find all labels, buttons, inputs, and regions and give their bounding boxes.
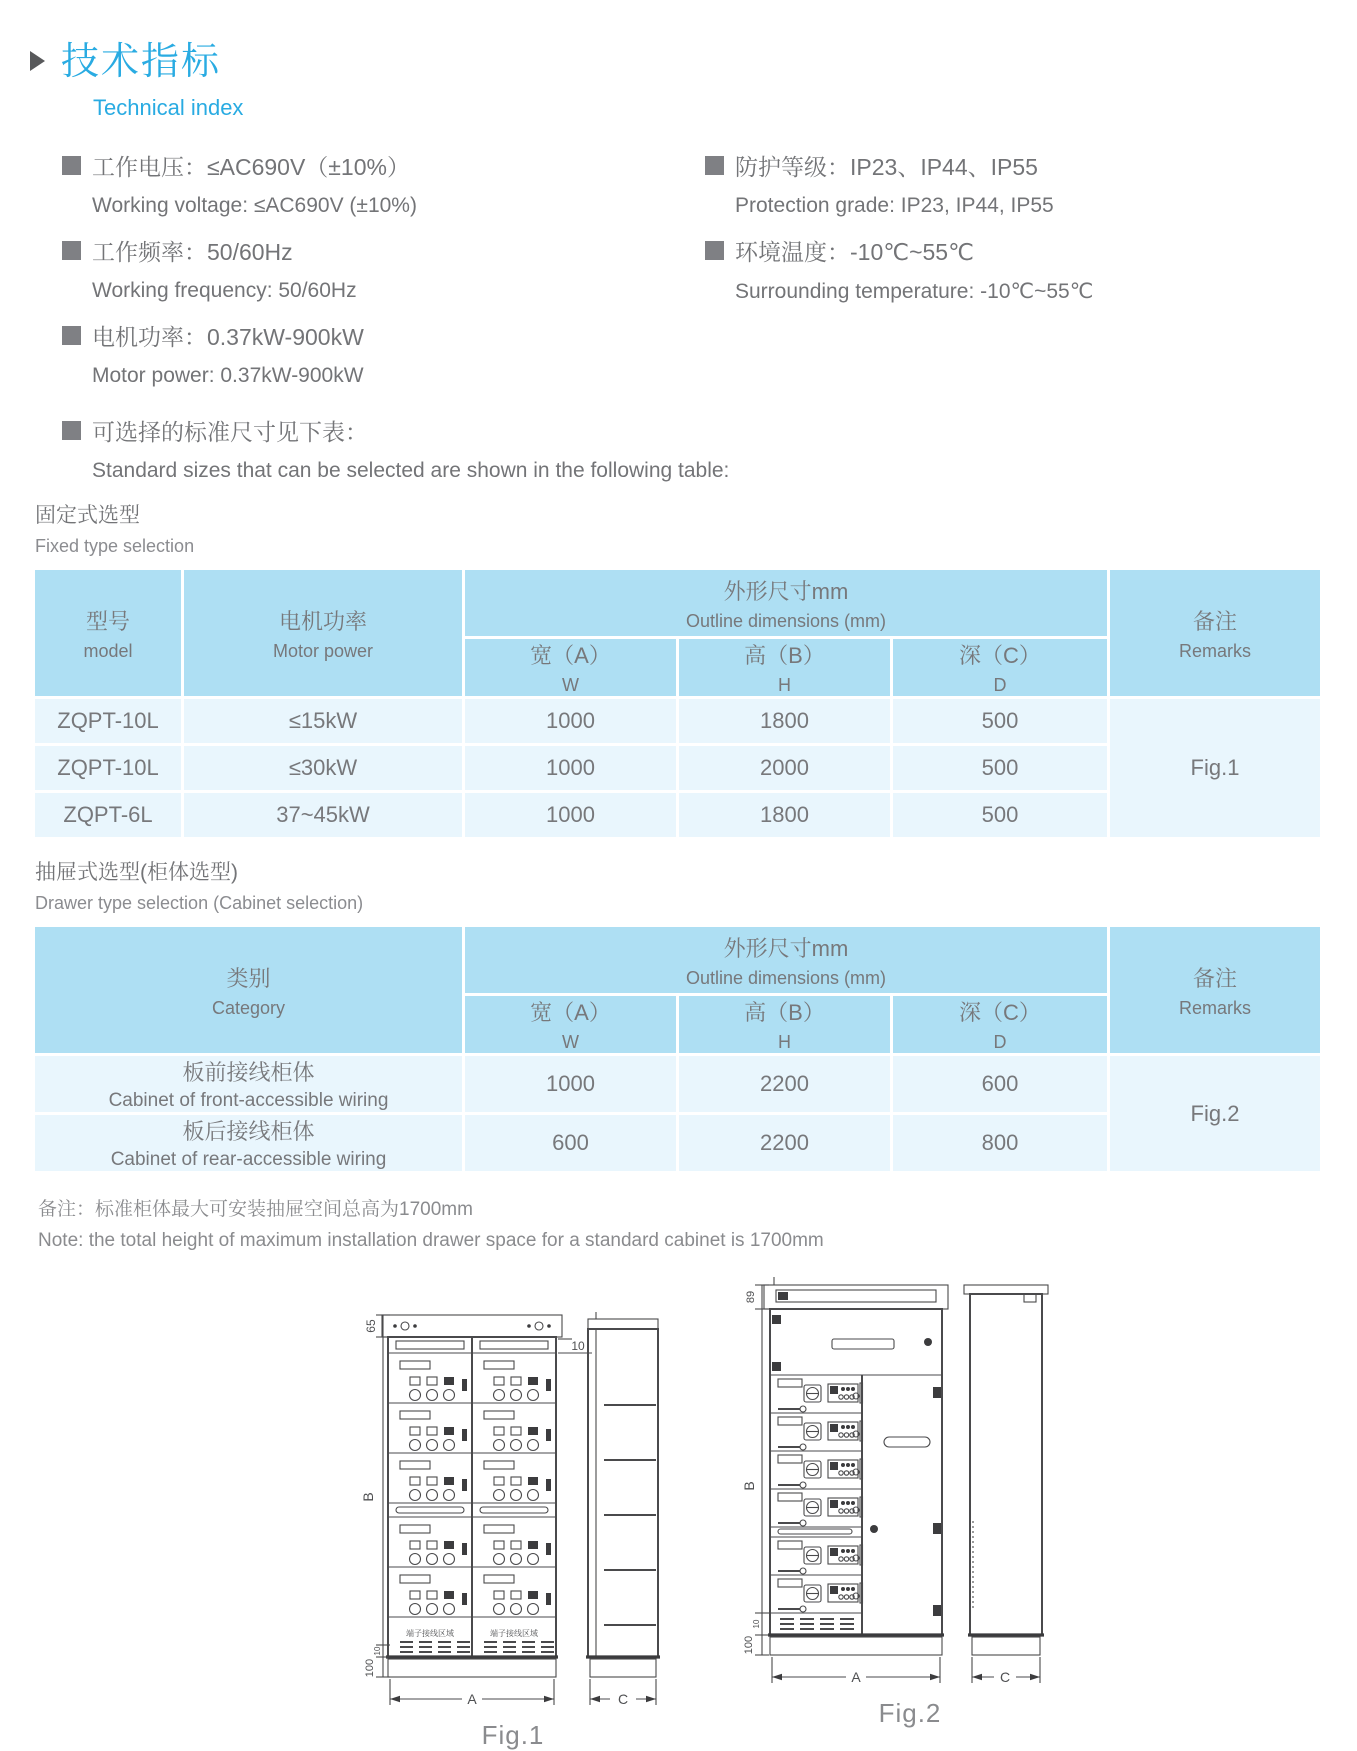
- spec-item-motor-power: [62, 319, 705, 388]
- square-bullet-icon: [62, 241, 81, 260]
- height-cell: 1800: [679, 699, 890, 743]
- header-model: 型号 model: [35, 570, 181, 696]
- header-remarks: 备注 Remarks: [1110, 927, 1320, 1053]
- spec-item-working-voltage: [62, 149, 705, 218]
- spec-zh-text: 工作频率：50/60Hz: [92, 239, 293, 265]
- model-cell: ZQPT-6L: [35, 793, 181, 837]
- model-cell: ZQPT-10L: [35, 699, 181, 743]
- page-title-zh: 技术指标: [61, 41, 222, 83]
- figures: [0, 1261, 1357, 1750]
- spec-en-text: Protection grade: IP23, IP44, IP55: [735, 194, 1054, 217]
- remarks-cell: Fig.1: [1110, 699, 1320, 837]
- fig2-dim-depth-label: C: [999, 1669, 1011, 1685]
- section-en: Drawer type selection (Cabinet selection): [35, 893, 364, 913]
- header-category: 类别 Category: [35, 927, 462, 1053]
- fig1-dim-base-label: 100: [364, 1658, 376, 1678]
- title-row: [30, 30, 1357, 85]
- spec-en-text: Motor power: 0.37kW-900kW: [92, 364, 364, 387]
- spec-item-standard-sizes: [62, 414, 1357, 483]
- power-cell: ≤30kW: [184, 746, 462, 790]
- section-en: Fixed type selection: [35, 536, 195, 556]
- header-width: 宽（A） W: [465, 996, 676, 1053]
- spec-list: [62, 149, 1357, 404]
- fig1-terminal-label: 端子接线区域: [406, 1629, 454, 1638]
- footnotes: [38, 1194, 1357, 1252]
- fig2-drawing: [712, 1271, 1062, 1691]
- depth-cell: 800: [893, 1115, 1107, 1171]
- spec-item-protection-grade: [705, 149, 1357, 218]
- fixed-type-table: [32, 567, 1323, 840]
- depth-cell: 600: [893, 1056, 1107, 1112]
- header: [0, 0, 1357, 121]
- spec-en-text: Working frequency: 50/60Hz: [92, 279, 357, 302]
- height-cell: 2000: [679, 746, 890, 790]
- header-remarks: 备注 Remarks: [1110, 570, 1320, 696]
- spec-zh-text: 电机功率：0.37kW-900kW: [92, 324, 364, 350]
- remarks-cell: Fig.2: [1110, 1056, 1320, 1171]
- header-height: 高（B） H: [679, 639, 890, 696]
- fig1-dim-depth-label: C: [617, 1691, 629, 1707]
- fig1-drawing: [338, 1305, 688, 1713]
- spec-column-right: [705, 149, 1357, 404]
- fig2-dim-gap-label: 10: [752, 1619, 761, 1629]
- section-label-fixed-type: [35, 499, 1357, 557]
- page-title-en: Technical index: [93, 95, 244, 120]
- spec-zh-text: 可选择的标准尺寸见下表：: [92, 419, 368, 445]
- model-cell: ZQPT-10L: [35, 746, 181, 790]
- note-zh: 备注：标准柜体最大可安装抽屉空间总高为1700mm: [38, 1199, 473, 1220]
- table-header-row: [35, 570, 1320, 636]
- table-row: [35, 1056, 1320, 1112]
- fig1-dim-gap-label: 10: [373, 1646, 382, 1656]
- fig2-dim-width-label: A: [851, 1669, 861, 1685]
- width-cell: 1000: [465, 793, 676, 837]
- section-zh: 固定式选型: [35, 504, 140, 527]
- header-outline-dimensions: 外形尺寸mm Outline dimensions (mm): [465, 570, 1107, 636]
- depth-cell: 500: [893, 699, 1107, 743]
- table-row: [35, 699, 1320, 743]
- header-depth: 深（C） D: [893, 996, 1107, 1053]
- spec-zh-text: 防护等级：IP23、IP44、IP55: [735, 154, 1038, 180]
- fig1-terminal-label: 端子接线区域: [490, 1629, 538, 1638]
- category-cell: 板前接线柜体 Cabinet of front-accessible wiring: [35, 1056, 462, 1112]
- spec-item-working-frequency: [62, 234, 705, 303]
- width-cell: 1000: [465, 746, 676, 790]
- power-cell: 37~45kW: [184, 793, 462, 837]
- height-cell: 2200: [679, 1115, 890, 1171]
- width-cell: 1000: [465, 699, 676, 743]
- header-depth: 深（C） D: [893, 639, 1107, 696]
- fig1-caption: Fig.1: [481, 1720, 545, 1750]
- fig1-dim-width-label: A: [467, 1691, 477, 1707]
- width-cell: 600: [465, 1115, 676, 1171]
- spec-en-text: Standard sizes that can be selected are shown in the following table:: [92, 459, 730, 482]
- fig2-caption: Fig.2: [878, 1698, 942, 1728]
- width-cell: 1000: [465, 1056, 676, 1112]
- height-cell: 2200: [679, 1056, 890, 1112]
- spec-zh-text: 环境温度：-10℃~55℃: [735, 239, 974, 265]
- section-label-drawer-type: [35, 856, 1357, 914]
- note-en: Note: the total height of maximum installation drawer space for a standard cabinet is 1700mm: [38, 1230, 824, 1251]
- square-bullet-icon: [705, 156, 724, 175]
- fig2-dim-height-label: B: [741, 1481, 757, 1491]
- spec-column-left: [62, 149, 705, 404]
- figure-1: [338, 1305, 688, 1751]
- fig1-dim-cap-label: 65: [364, 1319, 378, 1333]
- fig1-dim-height-label: B: [360, 1492, 376, 1502]
- square-bullet-icon: [62, 421, 81, 440]
- depth-cell: 500: [893, 746, 1107, 790]
- header-width: 宽（A） W: [465, 639, 676, 696]
- table-header-row: [35, 927, 1320, 993]
- fig2-dim-base-label: 100: [743, 1635, 755, 1655]
- header-height: 高（B） H: [679, 996, 890, 1053]
- height-cell: 1800: [679, 793, 890, 837]
- header-outline-dimensions: 外形尺寸mm Outline dimensions (mm): [465, 927, 1107, 993]
- spec-item-surrounding-temperature: [705, 234, 1357, 304]
- square-bullet-icon: [705, 241, 724, 260]
- power-cell: ≤15kW: [184, 699, 462, 743]
- figure-2: [712, 1271, 1062, 1729]
- fig2-dim-cap-label: 89: [745, 1290, 757, 1304]
- header-motor-power: 电机功率 Motor power: [184, 570, 462, 696]
- section-zh: 抽屉式选型(柜体选型): [35, 861, 238, 884]
- square-bullet-icon: [62, 326, 81, 345]
- depth-cell: 500: [893, 793, 1107, 837]
- spec-en-text: Surrounding temperature: -10℃~55℃: [735, 280, 1094, 303]
- drawer-type-table: [32, 924, 1323, 1174]
- spec-zh-text: 工作电压：≤AC690V（±10%）: [92, 154, 410, 180]
- fig1-dim-ten-label: 10: [571, 1339, 585, 1353]
- spec-en-text: Working voltage: ≤AC690V (±10%): [92, 194, 417, 217]
- category-cell: 板后接线柜体 Cabinet of rear-accessible wiring: [35, 1115, 462, 1171]
- section-arrow-icon: [30, 51, 45, 71]
- square-bullet-icon: [62, 156, 81, 175]
